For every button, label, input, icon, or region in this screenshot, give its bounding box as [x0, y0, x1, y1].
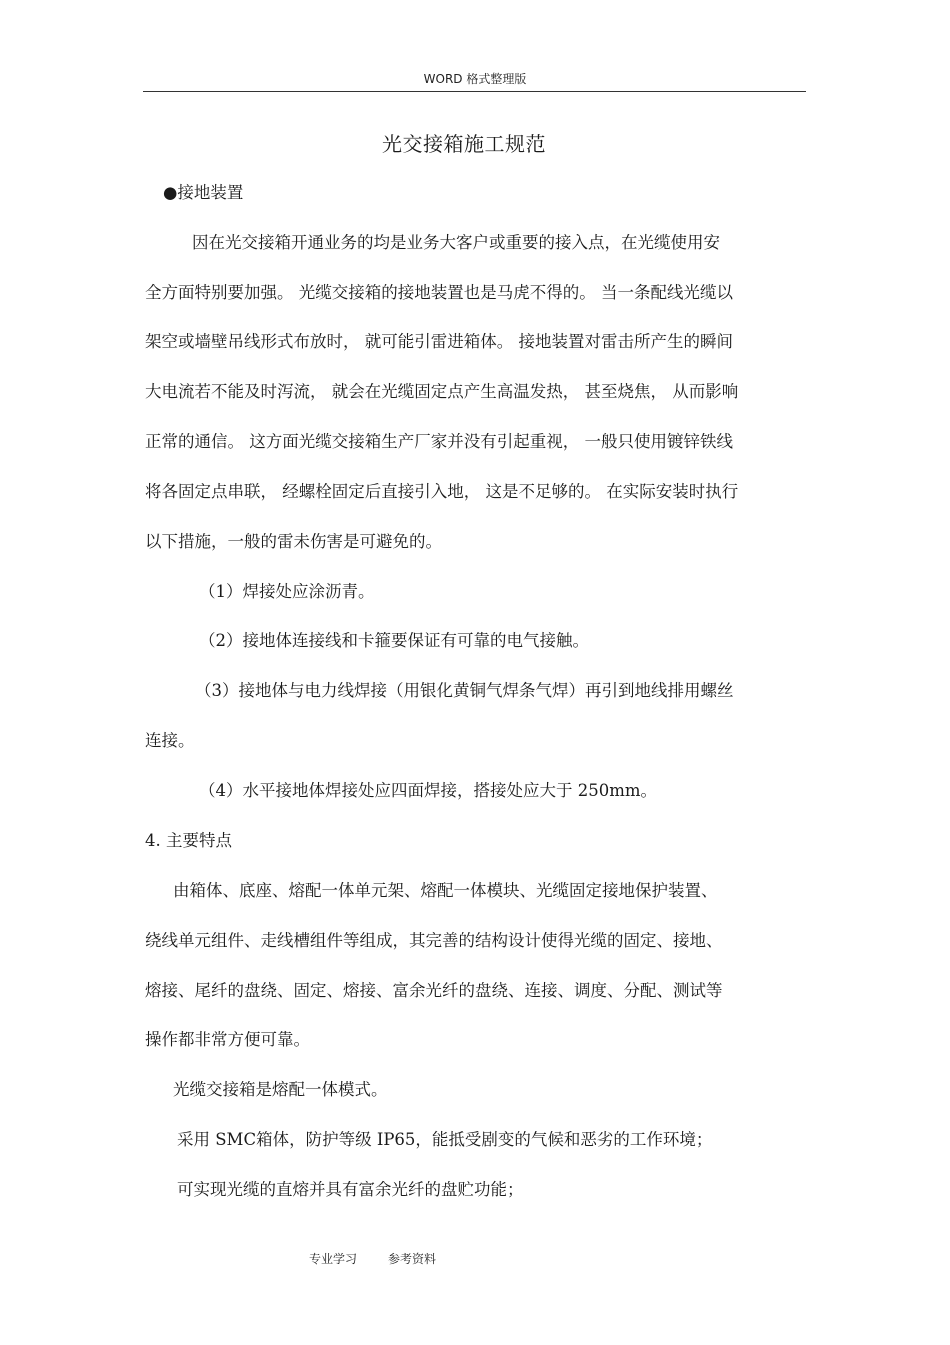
paragraph-line: 由箱体、底座、熔配一体单元架、熔配一体模块、光缆固定接地保护装置、	[173, 881, 718, 900]
paragraph-line: 大电流若不能及时泻流， 就会在光缆固定点产生高温发热， 甚至烧焦， 从而影响	[145, 382, 739, 401]
list-item: （2）接地体连接线和卡箍要保证有可靠的电气接触。	[199, 631, 589, 650]
section-heading-features: 4. 主要特点	[145, 831, 232, 850]
page-header: WORD 格式整理版	[423, 72, 527, 86]
paragraph-line: 绕线单元组件、走线槽组件等组成，其完善的结构设计使得光缆的固定、接地、	[145, 931, 723, 950]
list-item-continuation: 连接。	[145, 731, 195, 750]
paragraph-line: 操作都非常方便可靠。	[145, 1030, 310, 1049]
list-item: （1）焊接处应涂沥青。	[199, 582, 375, 601]
header-divider	[143, 91, 806, 92]
section-heading-grounding: ●接地装置	[163, 183, 244, 202]
document-title: 光交接箱施工规范	[382, 132, 546, 156]
feature-sentence: 光缆交接箱是熔配一体模式。	[173, 1080, 388, 1099]
list-item: （3）接地体与电力线焊接（用银化黄铜气焊条气焊）再引到地线排用螺丝	[195, 681, 734, 700]
paragraph-line: 熔接、尾纤的盘绕、固定、熔接、富余光纤的盘绕、连接、调度、分配、测试等	[145, 981, 723, 1000]
paragraph-line: 将各固定点串联， 经螺栓固定后直接引入地， 这是不足够的。 在实际安装时执行	[145, 482, 739, 501]
list-item: （4）水平接地体焊接处应四面焊接，搭接处应大于 250mm。	[199, 781, 658, 800]
feature-sentence: 采用 SMC箱体，防护等级 IP65，能抵受剧变的气候和恶劣的工作环境；	[177, 1130, 713, 1149]
paragraph-line: 因在光交接箱开通业务的均是业务大客户或重要的接入点，在光缆使用安	[192, 233, 720, 252]
paragraph-line: 架空或墙壁吊线形式布放时， 就可能引雷进箱体。 接地装置对雷击所产生的瞬间	[145, 332, 733, 351]
footer-right-text: 参考资料	[388, 1252, 437, 1266]
paragraph-line: 以下措施，一般的雷未伤害是可避免的。	[145, 532, 442, 551]
footer-left-text: 专业学习	[309, 1252, 358, 1266]
paragraph-line: 正常的通信。 这方面光缆交接箱生产厂家并没有引起重视， 一般只使用镀锌铁线	[145, 432, 733, 451]
feature-sentence: 可实现光缆的直熔并具有富余光纤的盘贮功能；	[177, 1180, 524, 1199]
paragraph-line: 全方面特别要加强。 光缆交接箱的接地装置也是马虎不得的。 当一条配线光缆以	[145, 283, 733, 302]
